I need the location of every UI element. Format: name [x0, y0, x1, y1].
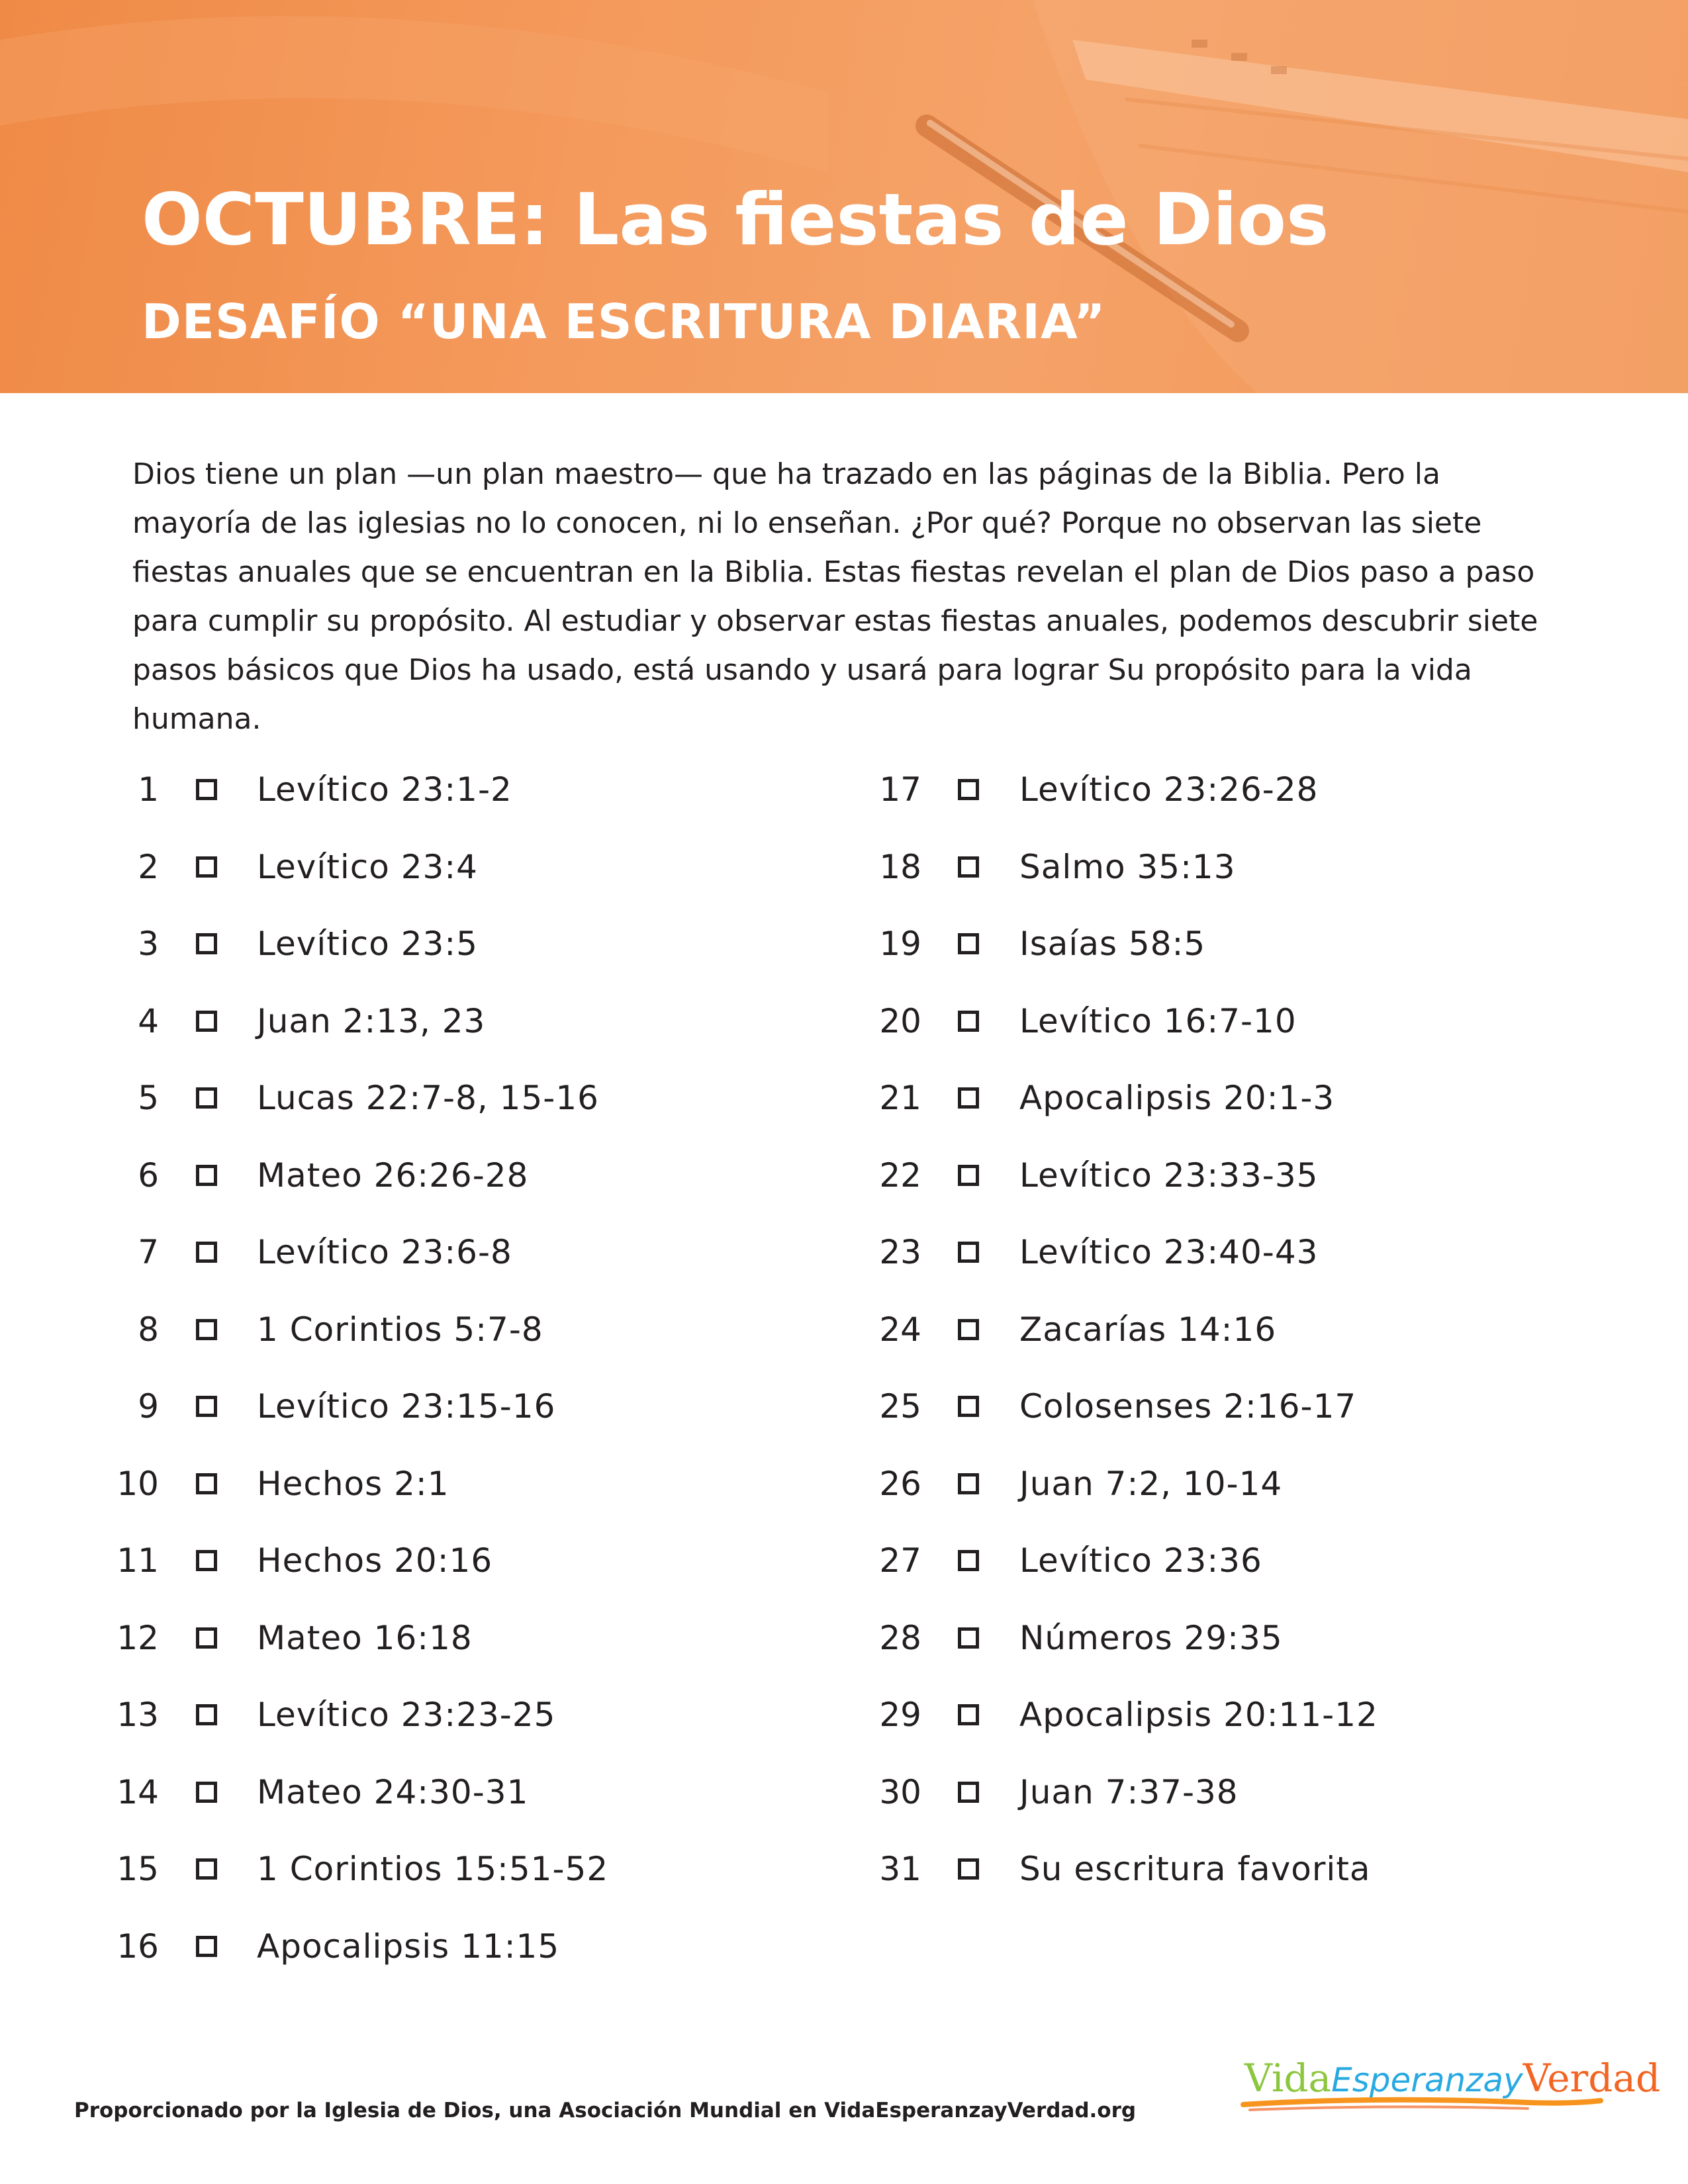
- day-number: 30: [879, 1773, 921, 1811]
- scripture-reference: Hechos 20:16: [257, 1541, 493, 1580]
- reading-item: [0, 1762, 1688, 1822]
- day-number: 25: [879, 1387, 921, 1426]
- day-number: 28: [879, 1619, 921, 1657]
- page-title: OCTUBRE: Las fiestas de Dios: [142, 179, 1329, 261]
- day-number: 29: [879, 1696, 921, 1734]
- scripture-reference: Levítico 23:23-25: [257, 1696, 556, 1734]
- reading-checkbox[interactable]: [958, 1396, 979, 1417]
- scripture-reference: 1 Corintios 15:51-52: [257, 1850, 609, 1888]
- day-number: 5: [138, 1079, 159, 1117]
- scripture-reference: Apocalipsis 11:15: [257, 1927, 560, 1966]
- logo-word: Esperanza: [1331, 2061, 1504, 2099]
- scripture-reference: Levítico 23:15-16: [257, 1387, 556, 1426]
- day-number: 17: [879, 770, 921, 809]
- day-number: 10: [117, 1465, 159, 1503]
- day-number: 11: [117, 1541, 159, 1580]
- scripture-reference: Mateo 26:26-28: [257, 1156, 529, 1195]
- reading-item: [0, 1454, 1688, 1514]
- day-number: 19: [879, 925, 921, 963]
- reading-item: [0, 1222, 1688, 1282]
- day-number: 9: [138, 1387, 159, 1426]
- scripture-reference: Levítico 23:26-28: [1019, 770, 1319, 809]
- reading-checkbox[interactable]: [958, 1782, 979, 1803]
- scripture-reference: Números 29:35: [1019, 1619, 1283, 1657]
- reading-checkbox[interactable]: [958, 1165, 979, 1186]
- day-number: 20: [879, 1002, 921, 1040]
- scripture-reference: Levítico 23:5: [257, 925, 478, 963]
- scripture-reference: Levítico 16:7-10: [1019, 1002, 1297, 1040]
- day-number: 22: [879, 1156, 921, 1195]
- reading-item: [0, 760, 1688, 819]
- reading-checkbox[interactable]: [958, 1087, 979, 1109]
- day-number: 15: [117, 1850, 159, 1888]
- scripture-reference: Salmo 35:13: [1019, 848, 1236, 886]
- day-number: 31: [879, 1850, 921, 1888]
- scripture-reference: Levítico 23:33-35: [1019, 1156, 1319, 1195]
- day-number: 12: [117, 1619, 159, 1657]
- scripture-reference: Apocalipsis 20:11-12: [1019, 1696, 1378, 1734]
- logo-word: y: [1503, 2061, 1523, 2099]
- day-number: 2: [138, 848, 159, 886]
- scripture-reference: Mateo 16:18: [257, 1619, 473, 1657]
- scripture-reference: Lucas 22:7-8, 15-16: [257, 1079, 599, 1117]
- day-number: 14: [117, 1773, 159, 1811]
- reading-item: [0, 1146, 1688, 1205]
- scripture-reference: Zacarías 14:16: [1019, 1310, 1277, 1349]
- scripture-reference: Apocalipsis 20:1-3: [1019, 1079, 1335, 1117]
- day-number: 21: [879, 1079, 921, 1117]
- scripture-reference: Levítico 23:4: [257, 848, 478, 886]
- day-number: 6: [138, 1156, 159, 1195]
- reading-checkbox[interactable]: [958, 1858, 979, 1880]
- day-number: 23: [879, 1233, 921, 1271]
- day-number: 24: [879, 1310, 921, 1349]
- scripture-reference: Levítico 23:6-8: [257, 1233, 512, 1271]
- scripture-reference: Levítico 23:1-2: [257, 770, 512, 809]
- reading-checkbox[interactable]: [958, 1011, 979, 1032]
- reading-item: [0, 1377, 1688, 1436]
- reading-checkbox[interactable]: [958, 856, 979, 878]
- day-number: 7: [138, 1233, 159, 1271]
- scripture-reference: Mateo 24:30-31: [257, 1773, 529, 1811]
- reading-item: [0, 914, 1688, 974]
- scripture-reference: Isaías 58:5: [1019, 925, 1206, 963]
- vida-esperanza-verdad-logo: [1237, 2052, 1661, 2118]
- reading-item: [0, 1531, 1688, 1590]
- reading-item: [0, 991, 1688, 1051]
- reading-checkbox[interactable]: [958, 1319, 979, 1340]
- logo-swoosh: [1237, 2095, 1607, 2115]
- reading-item: [0, 1917, 1688, 1976]
- scripture-reference: Levítico 23:36: [1019, 1541, 1262, 1580]
- day-number: 3: [138, 925, 159, 963]
- day-number: 4: [138, 1002, 159, 1040]
- logo-word: Verdad: [1523, 2056, 1661, 2101]
- scripture-reference: Hechos 2:1: [257, 1465, 449, 1503]
- scripture-reference: Levítico 23:40-43: [1019, 1233, 1319, 1271]
- day-number: 27: [879, 1541, 921, 1580]
- reading-checkbox[interactable]: [958, 1704, 979, 1725]
- reading-checkbox[interactable]: [958, 1627, 979, 1649]
- reading-item: [0, 1608, 1688, 1668]
- day-number: 13: [117, 1696, 159, 1734]
- day-number: 8: [138, 1310, 159, 1349]
- reading-checkbox[interactable]: [196, 1936, 217, 1957]
- scripture-reference: Juan 7:37-38: [1019, 1773, 1239, 1811]
- reading-checkbox[interactable]: [958, 1550, 979, 1571]
- scripture-reference: Juan 2:13, 23: [257, 1002, 486, 1040]
- footer-credit: Proporcionado por la Iglesia de Dios, una Asociación Mundial en VidaEsperanzayVerdad.org: [74, 2099, 1137, 2122]
- reading-checkbox[interactable]: [958, 779, 979, 800]
- reading-checkbox[interactable]: [958, 1242, 979, 1263]
- reading-item: [0, 1300, 1688, 1359]
- header-banner: [0, 0, 1688, 393]
- day-number: 18: [879, 848, 921, 886]
- intro-paragraph: Dios tiene un plan —un plan maestro— que ha trazado en las páginas de la Biblia. Pero la mayoría de las iglesias no lo conocen, ni lo enseñan. ¿Por qué? Porque no observan las siete fiestas anuales que se encuentran en la Biblia. Estas fiestas revelan el plan de Dios paso a paso para cumplir su propósito. Al estudiar y observar estas fiestas anuales, podemos descubrir siete pasos básicos que Dios ha usado, está usando y usará para lograr Su propósito para la vida humana.: [132, 457, 1538, 736]
- page-subtitle: DESAFÍO “UNA ESCRITURA DIARIA”: [142, 294, 1106, 349]
- reading-item: [0, 1068, 1688, 1128]
- scripture-reference: Colosenses 2:16-17: [1019, 1387, 1357, 1426]
- reading-item: [0, 1685, 1688, 1745]
- reading-checkbox[interactable]: [958, 933, 979, 954]
- reading-item: [0, 1839, 1688, 1899]
- reading-checkbox[interactable]: [958, 1473, 979, 1494]
- scripture-reference: Juan 7:2, 10-14: [1019, 1465, 1283, 1503]
- day-number: 1: [138, 770, 159, 809]
- logo-word: Vida: [1244, 2056, 1332, 2101]
- reading-item: [0, 837, 1688, 897]
- scripture-reference: 1 Corintios 5:7-8: [257, 1310, 543, 1349]
- day-number: 26: [879, 1465, 921, 1503]
- scripture-reference: Su escritura favorita: [1019, 1850, 1371, 1888]
- day-number: 16: [117, 1927, 159, 1966]
